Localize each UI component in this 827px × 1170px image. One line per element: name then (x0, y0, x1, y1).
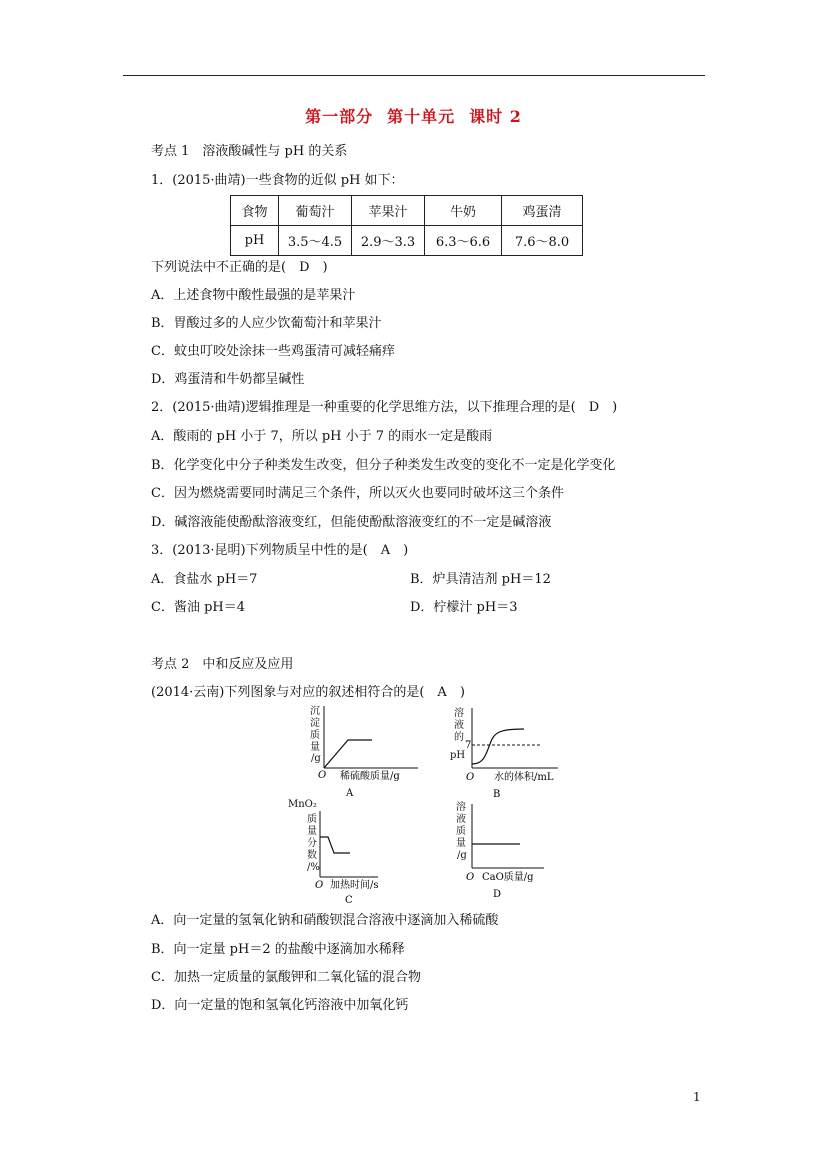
graph-caption: B (493, 789, 501, 800)
y-tick-label: 7 (465, 740, 472, 751)
q3-option-c: C．酱油 pH＝4 (151, 600, 246, 615)
section2-heading: 考点 2 中和反应及应用 (151, 657, 294, 672)
y-label-char: 沉 (310, 706, 320, 717)
q1-option-d: D．鸡蛋清和牛奶都呈碱性 (151, 372, 305, 387)
graph-b-curve (472, 729, 524, 764)
q1-ask: 下列说法中不正确的是( D ) (151, 260, 328, 275)
table-row (231, 226, 583, 256)
graph-a-y-label (310, 705, 321, 764)
q1-stem: 1．(2015·曲靖)一些食物的近似 pH 如下： (151, 173, 404, 188)
q4-option-a: A．向一定量的氢氧化钠和硝酸钡混合溶液中逐滴加入稀硫酸 (151, 913, 499, 928)
y-label-char: 的 (454, 732, 464, 743)
page-title (0, 104, 827, 127)
y-label-char: 质 (307, 814, 317, 825)
graph-a-svg (300, 704, 430, 799)
graph-d-y-label (456, 800, 467, 861)
graph-c-y-label (288, 799, 320, 873)
q1-option-a: A．上述食物中酸性最强的是苹果汁 (151, 288, 356, 303)
table-cell: 6.3～6.6 (425, 226, 502, 256)
y-label-char: /g (457, 850, 467, 861)
origin-label: O (315, 880, 324, 891)
q2-option-a: A．酸雨的 pH 小于 7，所以 pH 小于 7 的雨水一定是酸雨 (151, 429, 493, 444)
y-label-char: 淀 (310, 718, 320, 729)
q2-option-c: C．因为燃烧需要同时满足三个条件，所以灭火也要同时破坏这三个条件 (151, 486, 564, 501)
title-part: 第一部分 (305, 107, 374, 126)
ph-table (230, 195, 583, 256)
table-cell: 食物 (231, 196, 279, 226)
y-label-char: /g (311, 753, 321, 764)
y-label-char: /% (307, 862, 320, 873)
graph-caption: C (345, 895, 353, 906)
table-cell: 苹果汁 (352, 196, 425, 226)
q4-stem: (2014·云南)下列图象与对应的叙述相符合的是( A ) (151, 685, 465, 700)
x-axis-label: 加热时间/s (330, 880, 379, 891)
y-label-char: MnO₂ (288, 799, 317, 810)
q4-option-c: C．加热一定质量的氯酸钾和二氧化锰的混合物 (151, 970, 421, 985)
q1-option-b: B．胃酸过多的人应少饮葡萄汁和苹果汁 (151, 316, 382, 331)
graph-caption: A (346, 788, 354, 799)
graph-c (288, 797, 418, 909)
table-cell: 2.9～3.3 (352, 226, 425, 256)
graph-c-curve (320, 837, 350, 853)
section1-heading: 考点 1 溶液酸碱性与 pH 的关系 (151, 144, 348, 159)
y-label-char: 分 (307, 838, 317, 849)
q2-stem: 2．(2015·曲靖)逻辑推理是一种重要的化学思维方法，以下推理合理的是( D ) (151, 400, 618, 415)
graph-a-curve (324, 740, 372, 768)
graph-a (300, 704, 430, 803)
q3-option-b: B．炉具清洁剂 pH＝12 (410, 572, 551, 587)
q2-option-d: D．碱溶液能使酚酞溶液变红，但能使酚酞溶液变红的不一定是碱溶液 (151, 515, 552, 530)
table-cell: pH (231, 226, 279, 256)
graph-b (440, 708, 575, 804)
y-label-char: 数 (307, 850, 317, 861)
title-unit: 第十单元 (387, 107, 456, 126)
y-label-char: 量 (310, 742, 320, 753)
y-label-char: 质 (310, 730, 320, 741)
y-label-char: 液 (456, 814, 466, 825)
q4-option-d: D．向一定量的饱和氢氧化钙溶液中加氧化钙 (151, 998, 409, 1013)
graph-b-svg (440, 708, 575, 800)
page-number: 1 (693, 1090, 701, 1104)
q4-option-b: B．向一定量 pH＝2 的盐酸中逐滴加水稀释 (151, 942, 405, 957)
y-label-char: 溶 (454, 708, 464, 719)
title-lesson: 课时 2 (469, 107, 522, 126)
q2-option-b: B．化学变化中分子种类发生改变，但分子种类发生改变的变化不一定是化学变化 (151, 458, 616, 473)
x-axis-label: 水的体积/mL (494, 772, 554, 783)
y-label-char: 液 (454, 720, 464, 731)
origin-label: O (466, 772, 475, 783)
q3-stem: 3．(2013·昆明)下列物质呈中性的是( A ) (151, 543, 409, 558)
q3-option-d: D．柠檬汁 pH＝3 (410, 600, 518, 615)
table-cell: 3.5～4.5 (279, 226, 352, 256)
y-label-char: 溶 (456, 802, 466, 813)
y-label-char: 质 (456, 826, 466, 837)
origin-label: O (318, 770, 327, 781)
y-label-char: pH (450, 750, 466, 761)
graph-b-y-label (450, 706, 465, 761)
q1-option-c: C．蚊虫叮咬处涂抹一些鸡蛋清可减轻痛痒 (151, 344, 395, 359)
table-cell: 7.6～8.0 (502, 226, 583, 256)
graph-c-svg (288, 797, 418, 905)
q3-option-a: A．食盐水 pH＝7 (151, 572, 258, 587)
y-label-char: 量 (307, 826, 317, 837)
table-cell: 葡萄汁 (279, 196, 352, 226)
x-axis-label: 稀硫酸质量/g (340, 771, 400, 782)
table-cell: 鸡蛋清 (502, 196, 583, 226)
graph-caption: D (493, 889, 502, 900)
header-rule (123, 75, 705, 76)
table-row (231, 196, 583, 226)
x-axis-label: CaO质量/g (482, 872, 534, 883)
y-label-char: 量 (456, 838, 466, 849)
graph-d (452, 802, 582, 906)
graph-d-svg (452, 802, 582, 902)
table-cell: 牛奶 (425, 196, 502, 226)
origin-label: O (466, 872, 475, 883)
